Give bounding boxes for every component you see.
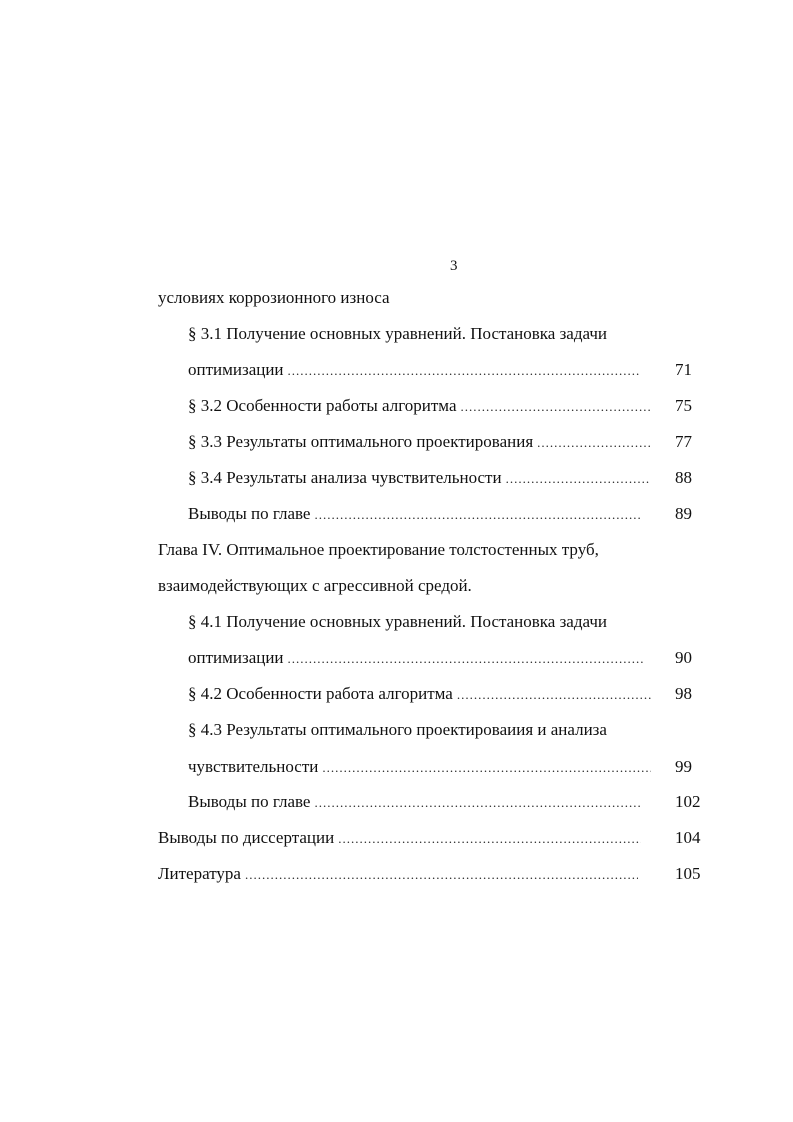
leader-dots xyxy=(506,468,651,490)
toc-page-number: 88 xyxy=(675,468,692,487)
toc-entry[interactable] xyxy=(188,683,655,706)
toc-entry[interactable] xyxy=(188,395,655,418)
leader-dots xyxy=(457,684,651,706)
toc-line: условиях коррозионного износа xyxy=(158,288,390,307)
toc-entry-title: оптимизации xyxy=(188,648,284,667)
leader-dots xyxy=(245,864,638,886)
toc-entry-title: оптимизации xyxy=(188,360,284,379)
toc-entry-title: чувствительности xyxy=(188,757,319,776)
toc-line: § 4.3 Результаты оптимального проектироваиия и анализа xyxy=(188,720,607,739)
leader-dots xyxy=(314,504,641,526)
toc-entry-title: Литература xyxy=(158,864,241,883)
toc-entry[interactable] xyxy=(188,756,655,779)
toc-page-number: 104 xyxy=(675,828,701,847)
leader-dots xyxy=(288,648,644,670)
toc-entry[interactable] xyxy=(158,827,645,850)
toc-page-number: 105 xyxy=(675,864,701,883)
toc-entry[interactable] xyxy=(188,431,655,454)
toc-entry[interactable] xyxy=(188,467,655,490)
page-number: 3 xyxy=(450,258,458,274)
leader-dots xyxy=(322,757,651,779)
toc-chapter-heading: взаимодействующих с агрессивной средой. xyxy=(158,576,472,595)
toc-page-number: 90 xyxy=(675,648,692,667)
toc-entry-title: § 3.3 Результаты оптимального проектирования xyxy=(188,432,534,451)
leader-dots xyxy=(338,828,641,850)
toc-entry[interactable] xyxy=(188,503,645,526)
toc-entry-title: Выводы по главе xyxy=(188,792,311,811)
toc-entry-title: § 3.2 Особенности работы алгоритма xyxy=(188,396,457,415)
toc-page-number: 98 xyxy=(675,684,692,703)
toc-page-number: 71 xyxy=(675,360,692,379)
leader-dots xyxy=(537,432,651,454)
toc-entry-title: Выводы по диссертации xyxy=(158,828,335,847)
toc-line: § 4.1 Получение основных уравнений. Постановка задачи xyxy=(188,612,608,631)
toc-page-number: 89 xyxy=(675,504,692,523)
toc-page-number: 99 xyxy=(675,757,692,776)
toc-chapter-heading: Глава IV. Оптимальное проектирование толстостенных труб, xyxy=(158,540,599,559)
toc-entry[interactable] xyxy=(188,359,645,382)
toc-entry-title: Выводы по главе xyxy=(188,504,311,523)
toc-entry-title: § 3.4 Результаты анализа чувствительности xyxy=(188,468,502,487)
leader-dots xyxy=(461,396,652,418)
toc-entry[interactable] xyxy=(158,863,642,886)
toc-entry-title: § 4.2 Особенности работа алгоритма xyxy=(188,684,453,703)
toc-page-number: 77 xyxy=(675,432,692,451)
leader-dots xyxy=(288,360,641,382)
toc-entry[interactable] xyxy=(188,647,648,670)
toc-page-number: 102 xyxy=(675,792,701,811)
toc-entry[interactable] xyxy=(188,791,645,814)
toc-page-number: 75 xyxy=(675,396,692,415)
toc-line: § 3.1 Получение основных уравнений. Постановка задачи xyxy=(188,324,608,343)
leader-dots xyxy=(314,792,641,814)
